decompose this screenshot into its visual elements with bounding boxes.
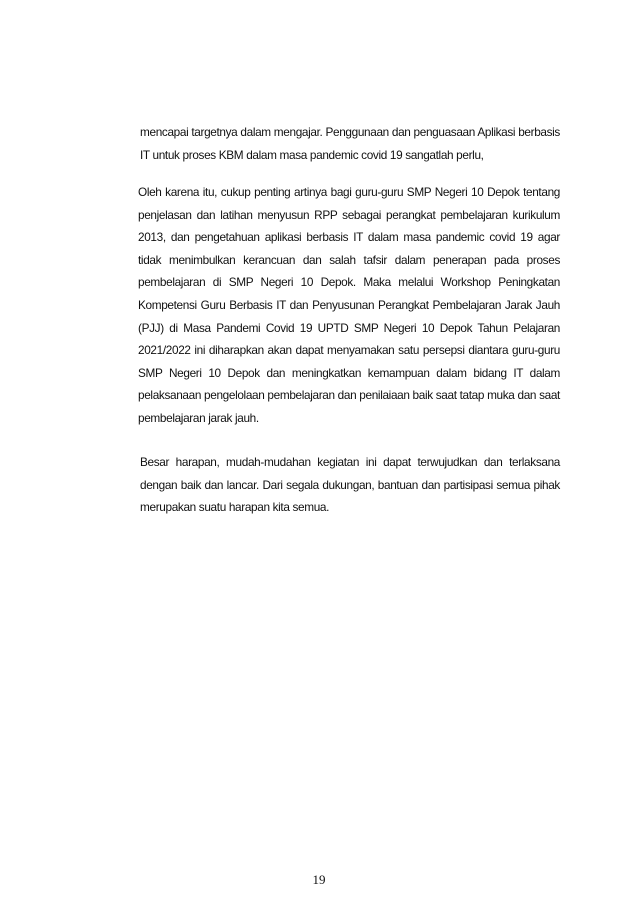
paragraph-3: Besar harapan, mudah-mudahan kegiatan ini dapat terwujudkan dan terlaksana dengan baik dan lancar. Dari segala dukungan, bantuan dan partisipasi semua pihak merupakan suatu harapan kita semua. xyxy=(140,455,560,515)
page-number: 19 xyxy=(312,872,326,887)
paragraph-1: mencapai targetnya dalam mengajar. Penggunaan dan penguasaan Aplikasi berbasis IT untuk proses KBM dalam masa pandemic covid 19 sangatlah perlu, xyxy=(140,125,560,162)
paragraph-2: Oleh karena itu, cukup penting artinya bagi guru-guru SMP Negeri 10 Depok tentang penjelasan dan latihan menyusun RPP sebagai perangkat pembelajaran kurikulum 2013, dan pengetahuan aplikasi berbasis IT dalam masa pandemic covid 19 agar tidak menimbulkan kerancuan dan salah tafsir dalam penerapan pada proses pembelajaran di SMP Negeri 10 Depok. Maka melalui Workshop Peningkatan Kompetensi Guru Berbasis IT dan Penyusunan Perangkat Pembelajaran Jarak Jauh (PJJ) di Masa Pandemi Covid 19 UPTD SMP Negeri 10 Depok Tahun Pelajaran 2021/2022 ini diharapkan akan dapat menyamakan satu persepsi diantara guru-guru SMP Negeri 10 Depok dan meningkatkan kemampuan dalam bidang IT dalam pelaksanaan pengelolaan pembelajaran dan penilaiaan baik saat tatap muka dan saat pembelajaran jarak jauh. xyxy=(138,185,560,425)
